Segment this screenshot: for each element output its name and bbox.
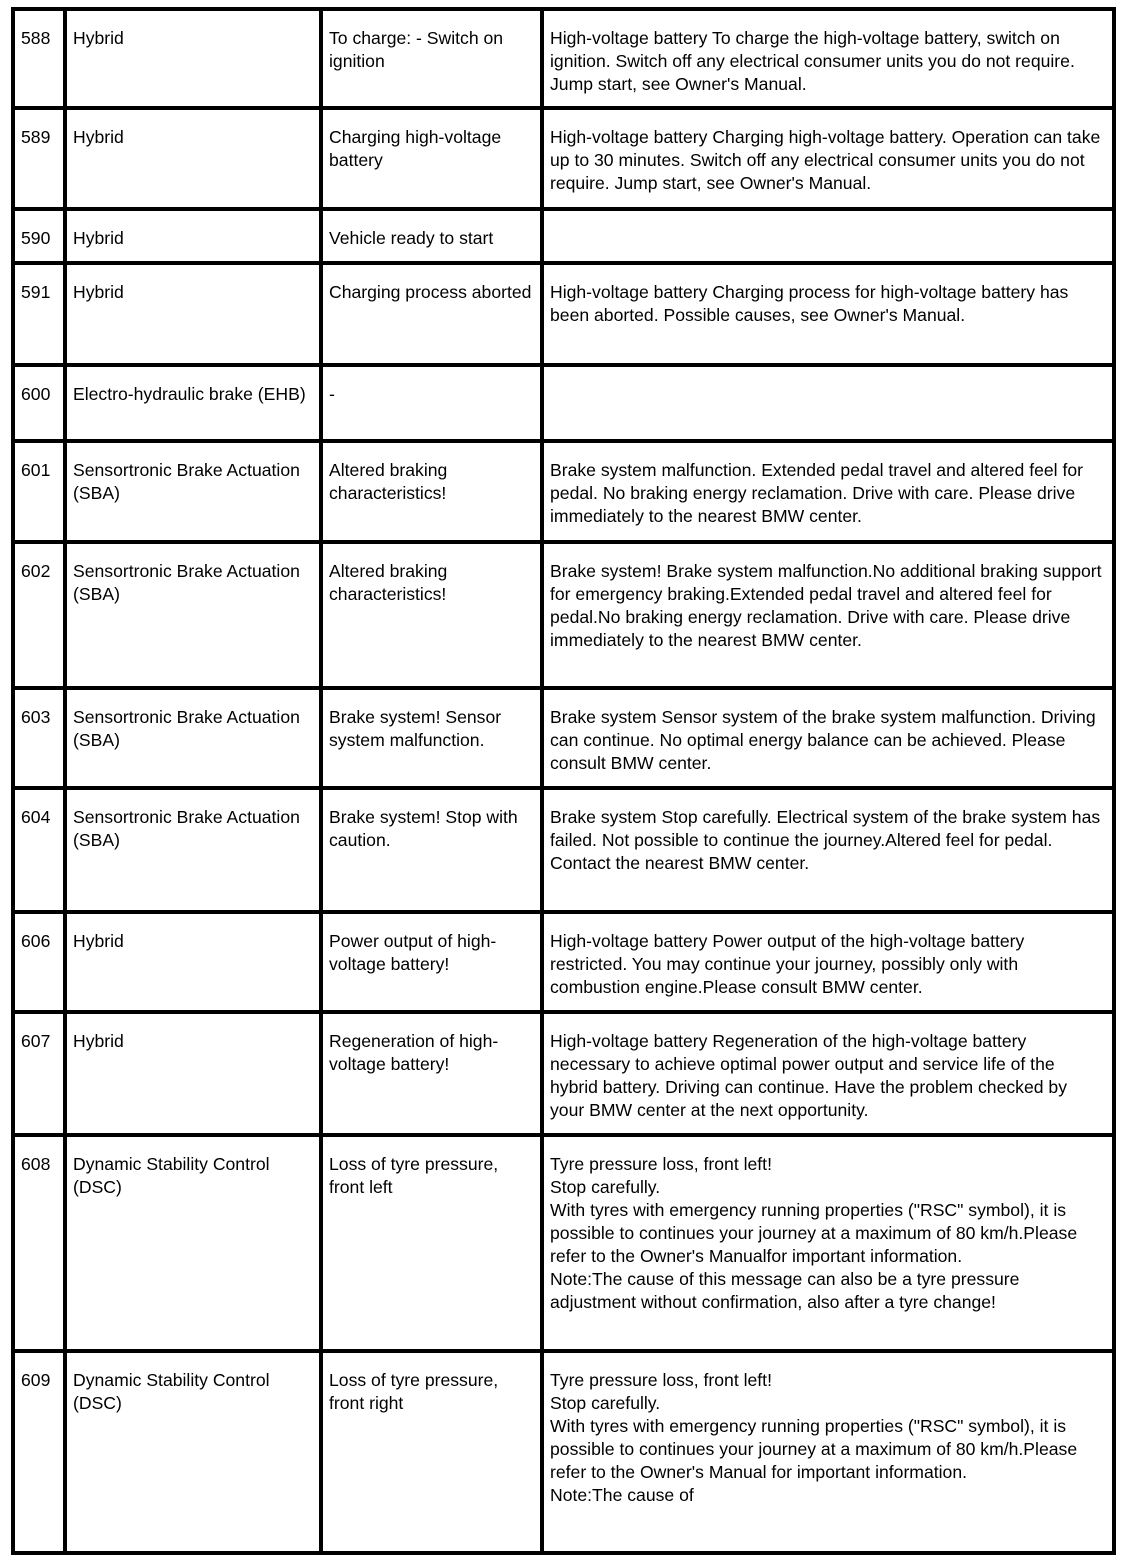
message-cell: Charging process aborted: [321, 263, 542, 365]
table-row: [13, 108, 1114, 209]
message-cell: Altered braking characteristics!: [321, 441, 542, 542]
system-cell: Hybrid: [65, 912, 321, 1012]
message-cell: Power output of high-voltage battery!: [321, 912, 542, 1012]
message-cell: -: [321, 365, 542, 441]
code-cell: 589: [13, 108, 65, 209]
system-cell: Sensortronic Brake Actuation (SBA): [65, 688, 321, 788]
description-cell: [542, 209, 1114, 263]
table-body: [13, 9, 1114, 1553]
description-cell: High-voltage battery To charge the high-voltage battery, switch on ignition. Switch off any electrical consumer units you do not require. Jump start, see Owner's Manual.: [542, 9, 1114, 108]
table-row: [13, 688, 1114, 788]
table-row: [13, 365, 1114, 441]
fault-code-table: [11, 7, 1116, 1555]
code-cell: 588: [13, 9, 65, 108]
table-row: [13, 209, 1114, 263]
message-cell: Loss of tyre pressure, front left: [321, 1135, 542, 1351]
code-cell: 603: [13, 688, 65, 788]
system-cell: Dynamic Stability Control (DSC): [65, 1351, 321, 1553]
system-cell: Hybrid: [65, 9, 321, 108]
code-cell: 606: [13, 912, 65, 1012]
table-row: [13, 441, 1114, 542]
table-row: [13, 1351, 1114, 1553]
system-cell: Hybrid: [65, 263, 321, 365]
description-cell: Brake system Stop carefully. Electrical system of the brake system has failed. Not possible to continue the journey.Altered feel for pedal. Contact the nearest BMW center.: [542, 788, 1114, 912]
table-row: [13, 263, 1114, 365]
code-cell: 600: [13, 365, 65, 441]
description-cell: Tyre pressure loss, front left! Stop carefully. With tyres with emergency running properties ("RSC" symbol), it is possible to continues your journey at a maximum of 80 km/h.Please refer to the Owner's Manual for important information. Note:The cause of: [542, 1351, 1114, 1553]
code-cell: 602: [13, 542, 65, 688]
description-cell: High-voltage battery Charging process for high-voltage battery has been aborted. Possible causes, see Owner's Manual.: [542, 263, 1114, 365]
code-cell: 591: [13, 263, 65, 365]
message-cell: Brake system! Stop with caution.: [321, 788, 542, 912]
description-cell: Brake system Sensor system of the brake system malfunction. Driving can continue. No optimal energy balance can be achieved. Please consult BMW center.: [542, 688, 1114, 788]
code-cell: 590: [13, 209, 65, 263]
system-cell: Hybrid: [65, 108, 321, 209]
system-cell: Sensortronic Brake Actuation (SBA): [65, 542, 321, 688]
system-cell: Hybrid: [65, 209, 321, 263]
description-cell: High-voltage battery Charging high-voltage battery. Operation can take up to 30 minutes. Switch off any electrical consumer units you do not require. Jump start, see Owner's Manual.: [542, 108, 1114, 209]
system-cell: Sensortronic Brake Actuation (SBA): [65, 441, 321, 542]
system-cell: Electro-hydraulic brake (EHB): [65, 365, 321, 441]
message-cell: Brake system! Sensor system malfunction.: [321, 688, 542, 788]
message-cell: Altered braking characteristics!: [321, 542, 542, 688]
code-cell: 608: [13, 1135, 65, 1351]
table-row: [13, 912, 1114, 1012]
message-cell: Loss of tyre pressure, front right: [321, 1351, 542, 1553]
message-cell: To charge: - Switch on ignition: [321, 9, 542, 108]
table-row: [13, 1135, 1114, 1351]
table-row: [13, 788, 1114, 912]
system-cell: Sensortronic Brake Actuation (SBA): [65, 788, 321, 912]
code-cell: 607: [13, 1012, 65, 1135]
description-cell: Tyre pressure loss, front left! Stop carefully. With tyres with emergency running properties ("RSC" symbol), it is possible to continues your journey at a maximum of 80 km/h.Please refer to the Owner's Manualfor important information. Note:The cause of this message can also be a tyre pressure adjustment without confirmation, also after a tyre change!: [542, 1135, 1114, 1351]
message-cell: Vehicle ready to start: [321, 209, 542, 263]
code-cell: 609: [13, 1351, 65, 1553]
system-cell: Hybrid: [65, 1012, 321, 1135]
description-cell: High-voltage battery Regeneration of the high-voltage battery necessary to achieve optimal power output and service life of the hybrid battery. Driving can continue. Have the problem checked by your BMW center at the next opportunity.: [542, 1012, 1114, 1135]
message-cell: Regeneration of high-voltage battery!: [321, 1012, 542, 1135]
code-cell: 604: [13, 788, 65, 912]
description-cell: [542, 365, 1114, 441]
table-row: [13, 542, 1114, 688]
description-cell: Brake system! Brake system malfunction.No additional braking support for emergency braking.Extended pedal travel and altered feel for pedal.No braking energy reclamation. Drive with care. Please drive immediately to the nearest BMW center.: [542, 542, 1114, 688]
table-row: [13, 9, 1114, 108]
description-cell: Brake system malfunction. Extended pedal travel and altered feel for pedal. No braking energy reclamation. Drive with care. Please drive immediately to the nearest BMW center.: [542, 441, 1114, 542]
message-cell: Charging high-voltage battery: [321, 108, 542, 209]
system-cell: Dynamic Stability Control (DSC): [65, 1135, 321, 1351]
code-cell: 601: [13, 441, 65, 542]
description-cell: High-voltage battery Power output of the high-voltage battery restricted. You may continue your journey, possibly only with combustion engine.Please consult BMW center.: [542, 912, 1114, 1012]
table-row: [13, 1012, 1114, 1135]
